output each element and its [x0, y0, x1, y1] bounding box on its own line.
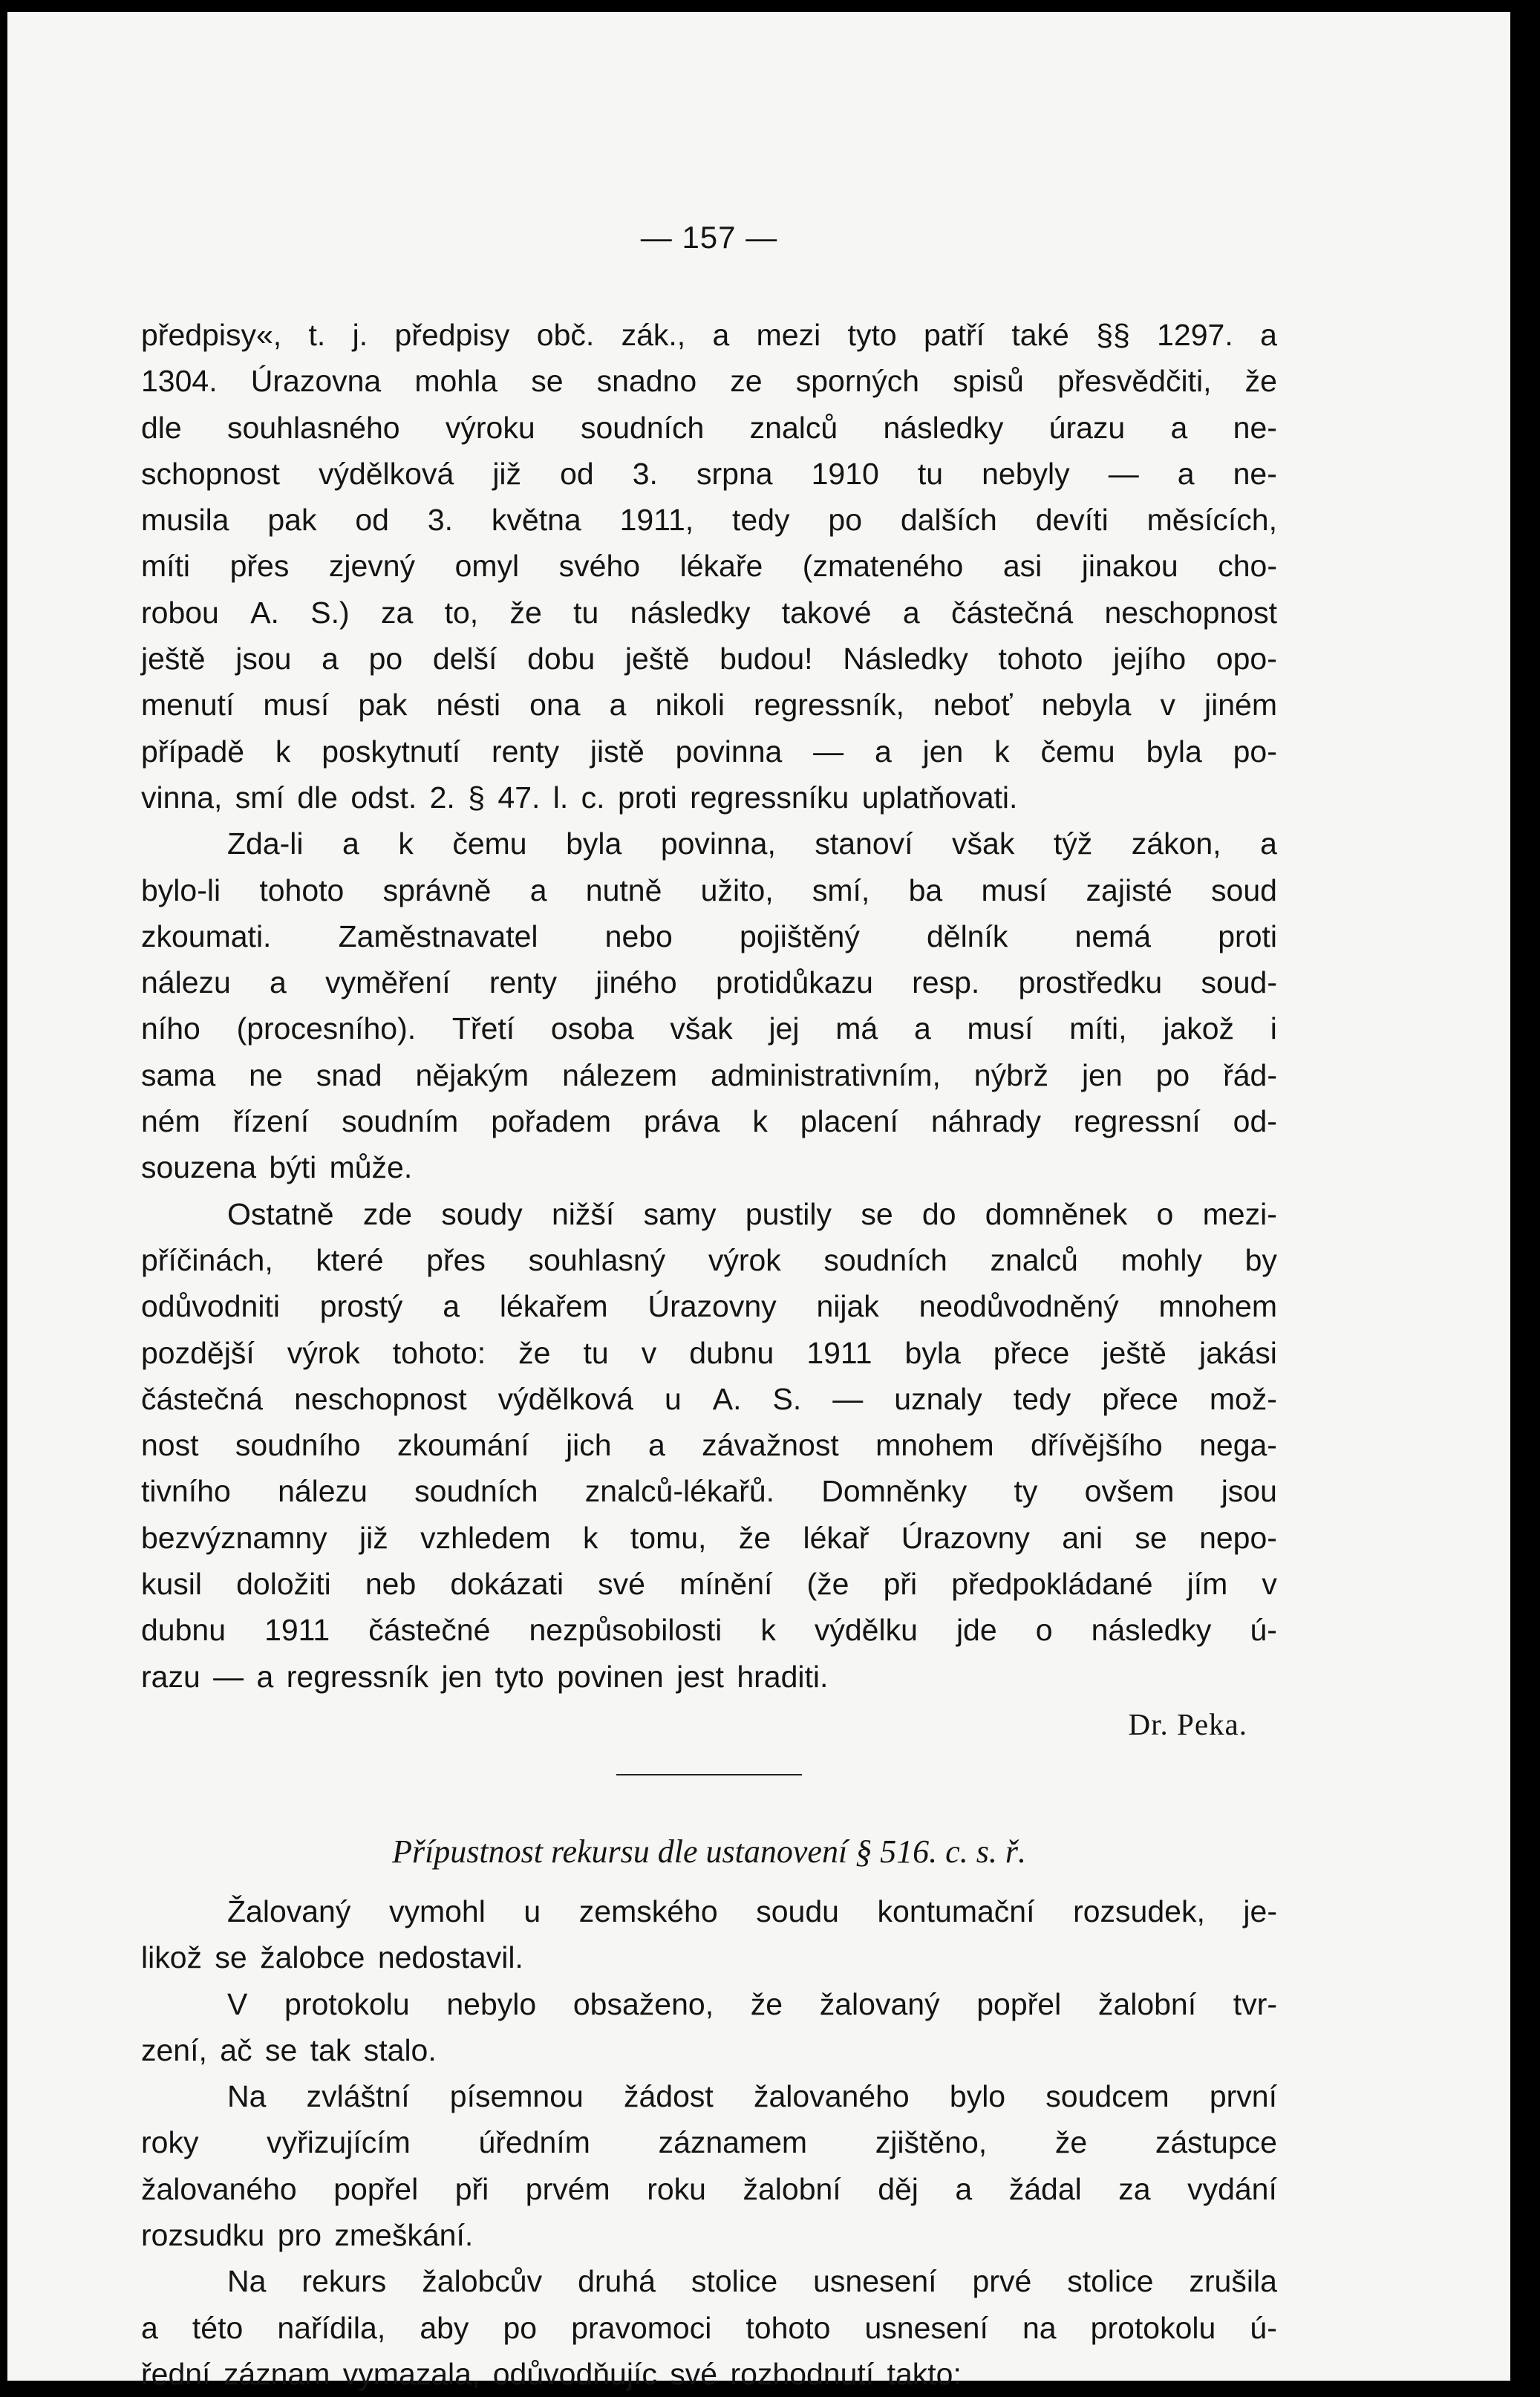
text-line: nost soudního zkoumání jich a závažnost mnohem dřívějšího nega-	[141, 1428, 1277, 1463]
text-line: robou A. S.) za to, že tu následky takové a částečná neschopnost	[141, 595, 1277, 630]
text-line: případě k poskytnutí renty jistě povinna — a jen k čemu byla po-	[141, 734, 1277, 769]
text-line: žalovaného popřel při prvém roku žalobní děj a žádal za vydání	[141, 2171, 1277, 2206]
text-line: zení, ač se tak stalo.	[141, 2032, 437, 2067]
text-line: částečná neschopnost výdělková u A. S. — uznaly tedy přece mož-	[141, 1381, 1277, 1416]
paragraph	[141, 1191, 1277, 1700]
text-line: menutí musí pak nésti ona a nikoli regressník, neboť nebyla v jiném	[141, 688, 1277, 723]
text-line: musila pak od 3. května 1911, tedy po dalších devíti měsících,	[141, 503, 1277, 538]
text-line: dubnu 1911 částečné nezpůsobilosti k výdělku jde o následky ú-	[141, 1613, 1277, 1648]
text-line: odůvodniti prostý a lékařem Úrazovny nijak neodůvodněný mnohem	[141, 1289, 1277, 1324]
text-line: tivního nálezu soudních znalců-lékařů. Domněnky ty ovšem jsou	[141, 1474, 1277, 1509]
paragraph	[141, 821, 1277, 1190]
text-line: Ostatně zde soudy nižší samy pustily se do domněnek o mezi-	[227, 1196, 1277, 1231]
paragraph	[141, 1981, 1277, 2074]
paragraph	[141, 2073, 1277, 2258]
text-line: sama ne snad nějakým nálezem administrativním, nýbrž jen po řád-	[141, 1057, 1277, 1092]
text-line: souzena býti může.	[141, 1150, 413, 1185]
text-line: razu — a regressník jen tyto povinen jest hraditi.	[141, 1659, 829, 1694]
text-line: dle souhlasného výroku soudních znalců následky úrazu a ne-	[141, 410, 1277, 445]
paragraph	[141, 1888, 1277, 1981]
text-line: a této nařídila, aby po pravomoci tohoto usnesení na protokolu ú-	[141, 2310, 1277, 2345]
scanned-page	[7, 12, 1519, 2391]
text-line: ještě jsou a po delší dobu ještě budou! Následky tohoto jejího opo-	[141, 642, 1277, 676]
text-line: Na zvláštní písemnou žádost žalovaného bylo soudcem první	[227, 2079, 1277, 2114]
text-line: Na rekurs žalobcův druhá stolice usnesení prvé stolice zrušila	[227, 2264, 1277, 2299]
author-signature: Dr. Peka.	[1128, 1706, 1247, 1741]
page-edge-shadow	[1510, 12, 1519, 2381]
text-line: zkoumati. Zaměstnavatel nebo pojištěný dělník nemá proti	[141, 919, 1277, 953]
text-line: nálezu a vyměření renty jiného protidůkazu resp. prostředku soud-	[141, 965, 1277, 1000]
text-line: rozsudku pro zmeškání.	[141, 2217, 474, 2252]
text-line: ního (procesního). Třetí osoba však jej má a musí míti, jakož i	[141, 1011, 1277, 1046]
text-line: pozdější výrok tohoto: že tu v dubnu 1911 byla přece ještě jakási	[141, 1335, 1277, 1370]
text-line: Žalovaný vymohl u zemského soudu kontumační rozsudek, je-	[227, 1894, 1277, 1928]
paragraph	[141, 312, 1277, 821]
text-line: řední záznam vymazala, odůvodňujíc své rozhodnutí takto:	[141, 2356, 962, 2391]
text-line: předpisy«, t. j. předpisy obč. zák., a mezi tyto patří také §§ 1297. a	[141, 318, 1277, 352]
text-line: bylo-li tohoto správně a nutně užito, smí, ba musí zajisté soud	[141, 873, 1277, 907]
section-divider	[616, 1774, 802, 1775]
text-line: likož se žalobce nedostavil.	[141, 1940, 523, 1975]
paragraph	[141, 2258, 1277, 2397]
text-line: Zda-li a k čemu byla povinna, stanoví však týž zákon, a	[227, 826, 1277, 861]
text-line: bezvýznamny již vzhledem k tomu, že lékař Úrazovny ani se nepo-	[141, 1520, 1277, 1555]
body-text	[141, 312, 1277, 1700]
text-line: V protokolu nebylo obsaženo, že žalovaný popřel žalobní tvr-	[227, 1986, 1277, 2021]
page-number: — 157 —	[640, 220, 778, 255]
text-line: vinna, smí dle odst. 2. § 47. l. c. proti regressníku uplatňovati.	[141, 780, 1018, 815]
text-line: schopnost výdělková již od 3. srpna 1910 tu nebyly — a ne-	[141, 456, 1277, 491]
text-line: míti přes zjevný omyl svého lékaře (zmateného asi jinakou cho-	[141, 549, 1277, 584]
text-line: kusil doložiti neb dokázati své mínění (že při předpokládané jím v	[141, 1567, 1277, 1602]
section-body-text	[141, 1888, 1277, 2397]
text-line: příčinách, které přes souhlasný výrok soudních znalců mohly by	[141, 1242, 1277, 1277]
section-heading: Přípustnost rekursu dle ustanovení § 516. c. s. ř.	[392, 1833, 1026, 1870]
page-content	[141, 220, 1277, 2397]
text-line: ném řízení soudním pořadem práva k placení náhrady regressní od-	[141, 1104, 1277, 1139]
text-line: 1304. Úrazovna mohla se snadno ze sporných spisů přesvědčiti, že	[141, 364, 1277, 399]
text-line: roky vyřizujícím úředním záznamem zjištěno, že zástupce	[141, 2125, 1277, 2160]
